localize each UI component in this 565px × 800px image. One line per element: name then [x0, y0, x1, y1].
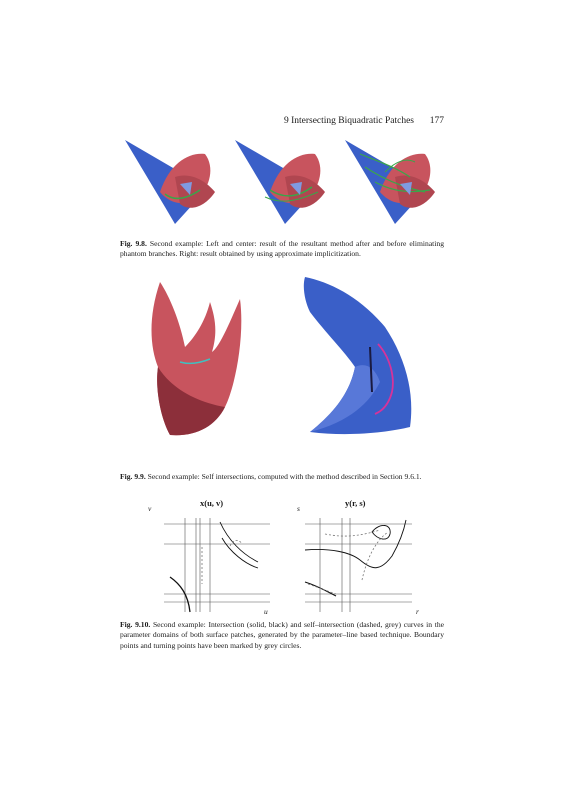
surface-render-left: [120, 132, 228, 232]
red-surface-render: [140, 277, 250, 442]
right-plot-title: y(r, s): [345, 498, 366, 508]
figure-9-8-caption: [120, 239, 444, 260]
surface-render-center: [230, 132, 338, 232]
figure-9-10-caption-text: Second example: Intersection (solid, black) and self–intersection (dashed, grey) curves in the parameter domains of both surface patches, generated by the parameter–line based technique. Boundary points and turning points have been marked by grey circles.: [120, 620, 445, 650]
figure-9-9-label: Fig. 9.9.: [120, 472, 146, 481]
right-plot-ylabel: s: [297, 504, 300, 513]
figure-9-9: [140, 272, 430, 462]
surface-render-right: [340, 132, 448, 232]
page-header: [120, 116, 444, 130]
left-plot-xlabel: u: [264, 607, 268, 616]
figure-9-9-caption: [120, 472, 444, 482]
right-plot-xlabel: r: [416, 607, 419, 616]
figure-9-10-label: Fig. 9.10.: [120, 620, 151, 629]
figure-9-10-caption: [120, 620, 444, 651]
blue-surface-render: [290, 272, 430, 452]
figure-9-8-caption-text: Second example: Left and center: result of the resultant method after and before eliminating phantom branches. Right: result obtained by using approximate implicitization.: [120, 239, 444, 259]
figure-9-8: [120, 132, 444, 232]
left-plot-title: x(u, v): [200, 498, 224, 508]
running-title: 9 Intersecting Biquadratic Patches: [283, 116, 414, 126]
figure-9-8-label: Fig. 9.8.: [120, 239, 147, 248]
page-number: 177: [429, 116, 444, 126]
left-parameter-plot: [150, 512, 270, 612]
right-parameter-plot: [300, 512, 420, 612]
figure-9-9-caption-text: Second example: Self intersections, computed with the method described in Section 9.6.1.: [145, 472, 422, 481]
left-plot-ylabel: v: [148, 504, 152, 513]
figure-9-10: [140, 498, 430, 618]
